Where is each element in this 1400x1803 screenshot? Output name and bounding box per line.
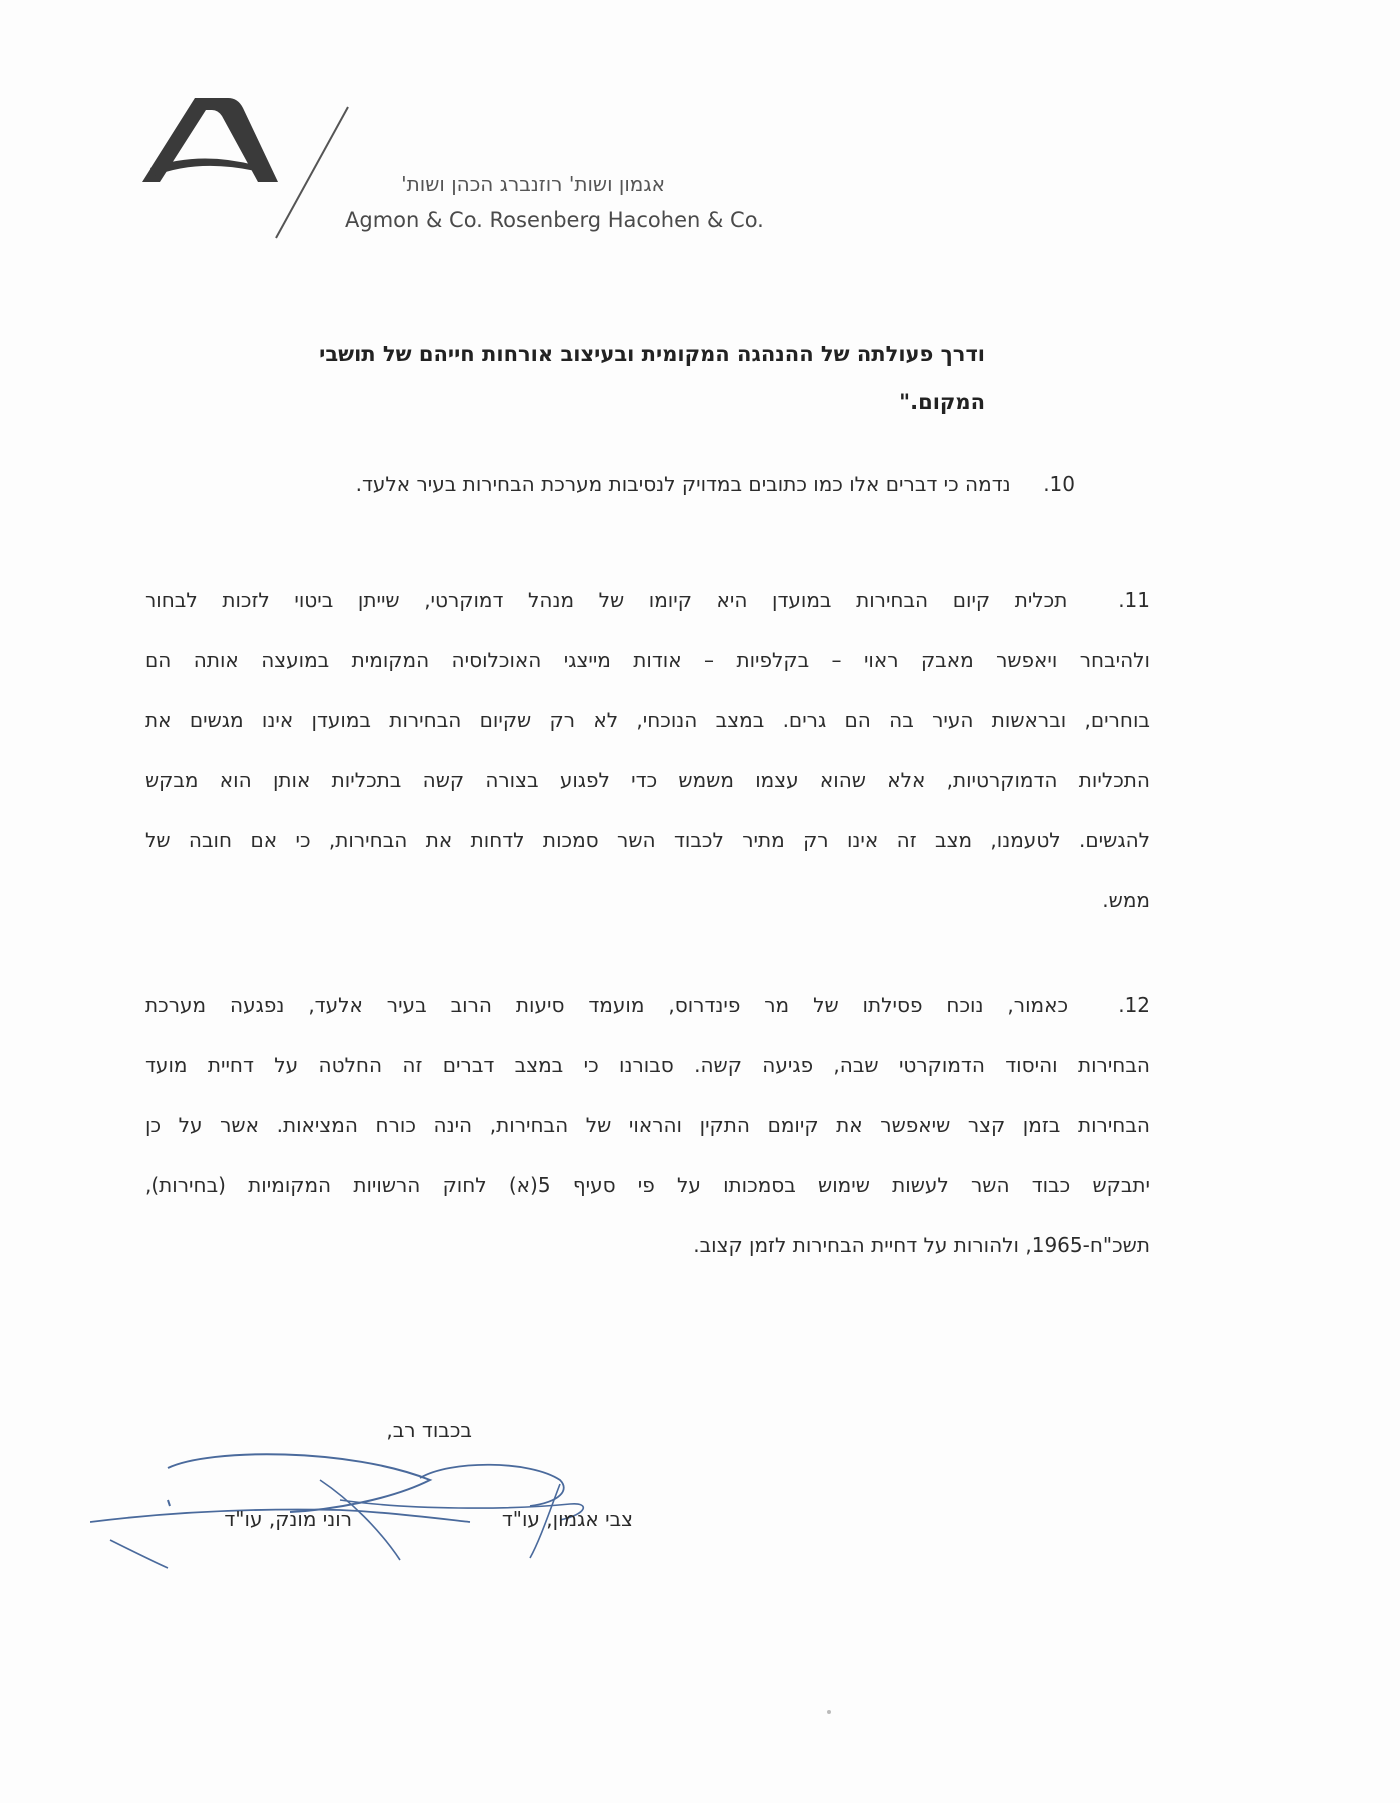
paragraph-text: תכלית קיום הבחירות במועדן היא קיומו של מנהל דמוקרטי, שייתן ביטוי לזכות לבחור: [145, 588, 1068, 612]
paragraph-text: נדמה כי דברים אלו כמו כתובים במדויק לנסיבות מערכת הבחירות בעיר אלעד.: [355, 472, 1011, 496]
paragraph-11: [145, 570, 1150, 930]
quoted-passage: [205, 330, 985, 426]
paragraph-line: ממש.: [1102, 888, 1150, 912]
paragraph-line: בוחרים, ובראשות העיר בה הם גרים. במצב הנוכחי, לא רק שקיום הבחירות במועדן אינו מגשים את: [145, 708, 1150, 732]
quote-line: ודרך פעולתה של ההנהגה המקומית ובעיצוב אורחות חייהם של תושבי: [319, 342, 985, 366]
firm-name-hebrew: אגמון ושות' רוזנברג הכהן ושות': [401, 172, 665, 196]
paragraph-number: 10.: [1043, 472, 1075, 496]
paragraph-line: הבחירות והיסוד הדמוקרטי שבה, פגיעה קשה. סבורנו כי במצב דברים זה החלטה על דחיית מועד: [145, 1053, 1150, 1077]
page-dot: [827, 1710, 831, 1714]
paragraph-number: 11.: [1118, 588, 1150, 612]
paragraph-text: כאמור, נוכח פסילתו של מר פינדרוס, מועמד סיעות הרוב בעיר אלעד, נפגעה מערכת: [145, 993, 1069, 1017]
signer-name: צבי אגמון, עו"ד: [501, 1507, 633, 1531]
signer-name: רוני מונק, עו"ד: [224, 1507, 352, 1531]
closing-salutation: בכבוד רב,: [386, 1418, 472, 1442]
firm-logo-icon: [140, 90, 280, 190]
paragraph-line: [145, 570, 1150, 630]
paragraph-line: [145, 464, 1075, 504]
paragraph-line: יתבקש כבוד השר לעשות שימוש בסמכותו על פי סעיף 5(א) לחוק הרשויות המקומיות (בחירות),: [145, 1173, 1150, 1197]
quote-line: המקום.": [899, 390, 985, 414]
paragraph-line: הבחירות בזמן קצר שיאפשר את קיומם התקין והראוי של הבחירות, הינה כורח המציאות. אשר על כן: [145, 1113, 1150, 1137]
paragraph-12: [145, 975, 1150, 1275]
letterhead-divider: [270, 105, 350, 240]
paragraph-line: [145, 975, 1150, 1035]
paragraph-line: תשכ"ח-1965, ולהורות על דחיית הבחירות לזמן קצוב.: [693, 1233, 1150, 1257]
paragraph-line: להגשים. לטעמנו, מצב זה אינו רק מתיר לכבוד השר סמכות לדחות את הבחירות, כי אם חובה של: [145, 828, 1150, 852]
paragraph-line: התכליות הדמוקרטיות, אלא שהוא עצמו משמש כדי לפגוע בצורה קשה בתכליות אותן הוא מבקש: [145, 768, 1150, 792]
paragraph-number: 12.: [1118, 993, 1150, 1017]
firm-name-english: Agmon & Co. Rosenberg Hacohen & Co.: [345, 208, 764, 232]
paragraph-line: ולהיבחר ויאפשר מאבק ראוי – בקלפיות – אודות מייצגי האוכלוסיה המקומית במועצה אותה הם: [145, 648, 1150, 672]
paragraph-10: [145, 464, 1075, 504]
